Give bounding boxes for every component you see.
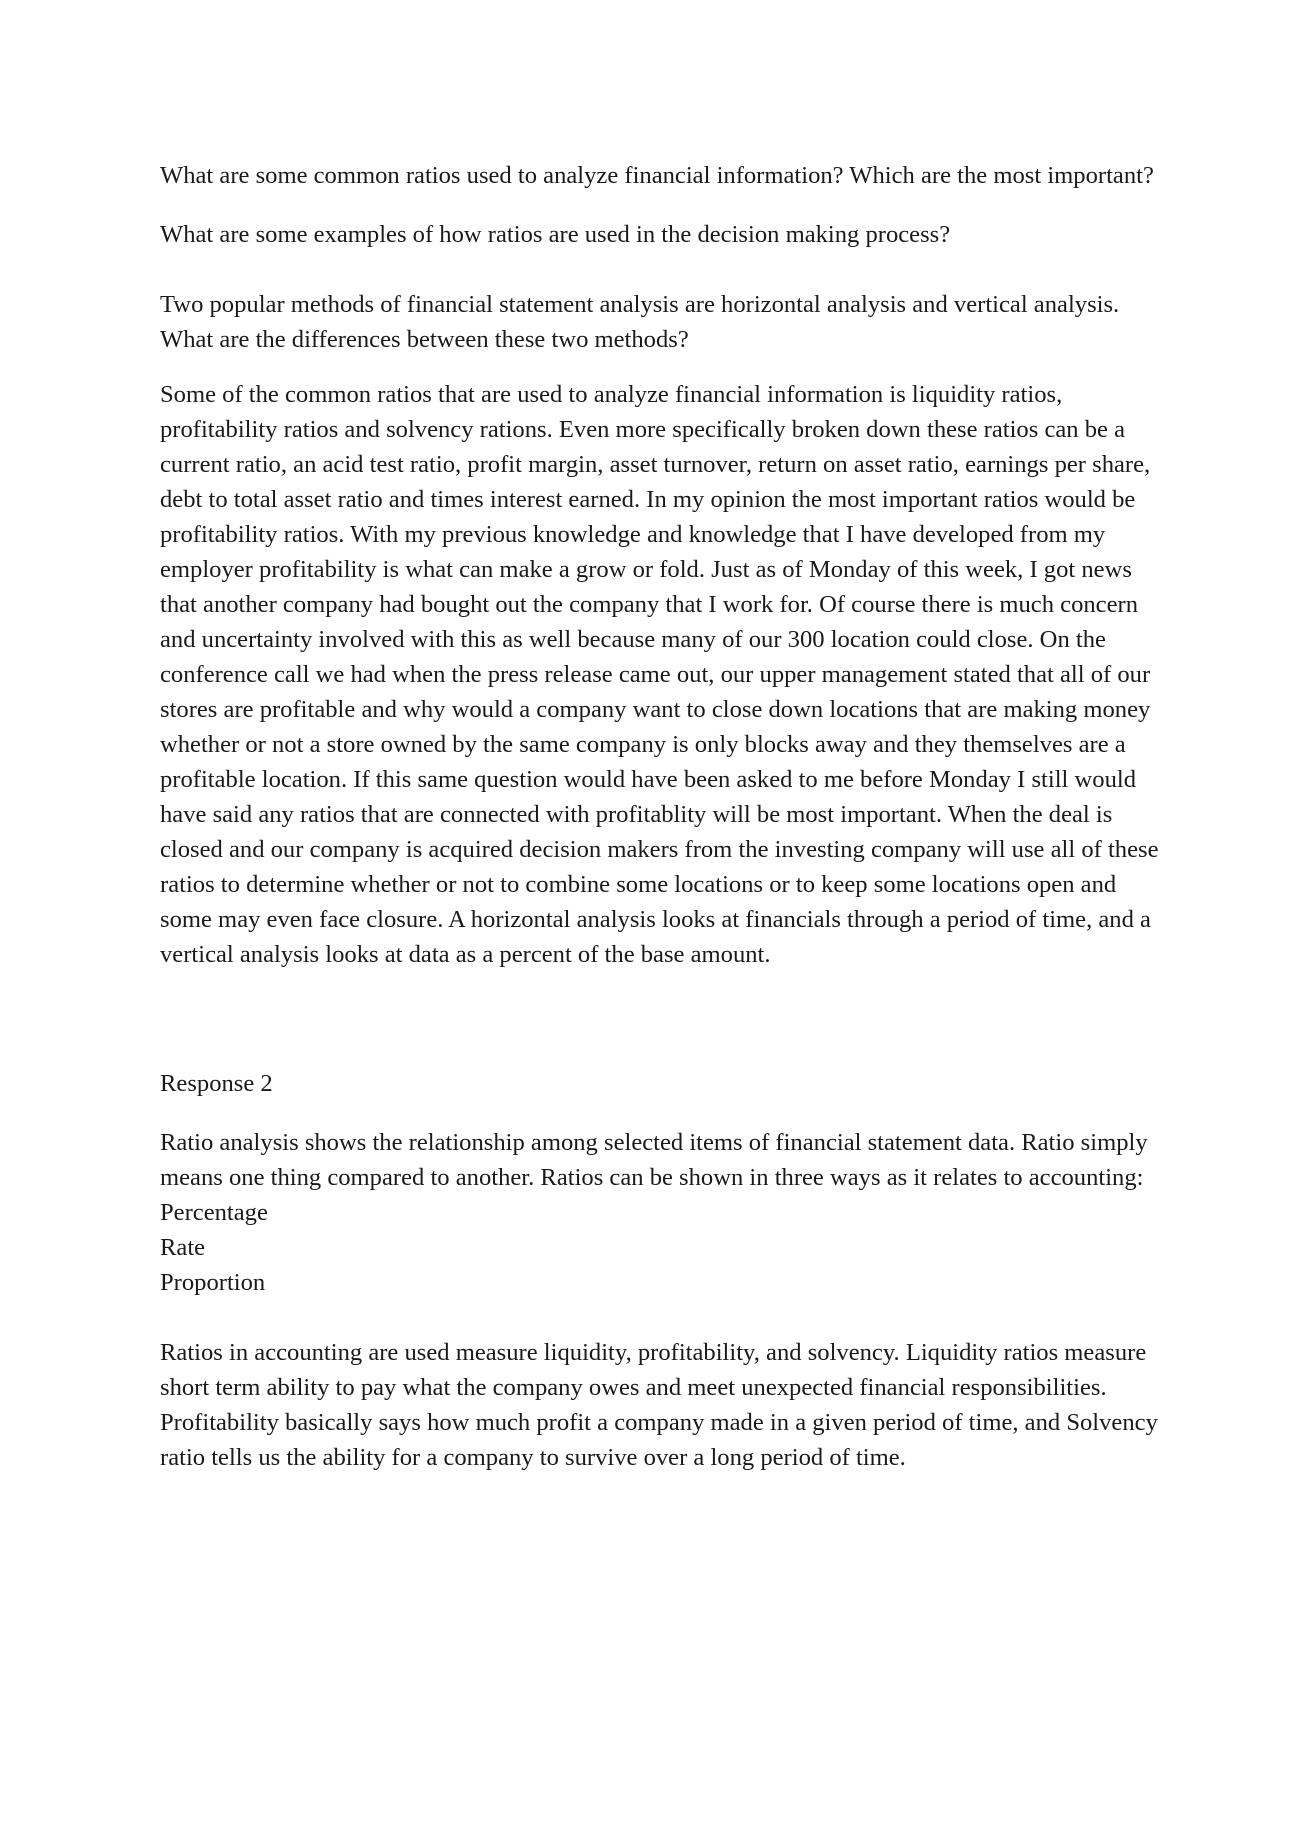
ratio-forms-list	[160, 1195, 1160, 1300]
list-item: Proportion	[160, 1269, 266, 1296]
document-body	[160, 158, 1160, 1475]
response-1-paragraph: Some of the common ratios that are used to analyze financial information is liquidity ratios, profitability ratios and solvency rations. Even more specifically broken down these ratios can be a current ratio, an acid test ratio, profit margin, asset turnover, return on asset ratio, earnings per share, debt to total asset ratio and times interest earned. In my opinion the most important ratios would be profitability ratios. With my previous knowledge and knowledge that I have developed from my employer profitability is what can make a grow or fold. Just as of Monday of this week, I got news that another company had bought out the company that I work for. Of course there is much concern and uncertainty involved with this as well because many of our 300 location could close. On the conference call we had when the press release came out, our upper management stated that all of our stores are profitable and why would a company want to close down locations that are making money whether or not a store owned by the same company is only blocks away and they themselves are a profitable location. If this same question would have been asked to me before Monday I still would have said any ratios that are connected with profitablity will be most important. When the deal is closed and our company is acquired decision makers from the investing company will use all of these ratios to determine whether or not to combine some locations or to keep some locations open and some may even face closure. A horizontal analysis looks at financials through a period of time, and a vertical analysis looks at data as a percent of the base amount.	[160, 381, 1159, 968]
response-2-intro: Ratio analysis shows the relationship among selected items of financial statement data. Ratio simply means one thing compared to another. Ratios can be shown in three ways as it relates to accounting:	[160, 1129, 1148, 1191]
question-3: Two popular methods of financial statement analysis are horizontal analysis and vertical analysis. What are the differences between these two methods?	[160, 291, 1120, 353]
question-2: What are some examples of how ratios are used in the decision making process?	[160, 221, 951, 248]
list-item: Percentage	[160, 1199, 268, 1226]
question-1: What are some common ratios used to analyze financial information? Which are the most important?	[160, 162, 1154, 189]
response-2-closing: Ratios in accounting are used measure liquidity, profitability, and solvency. Liquidity ratios measure short term ability to pay what the company owes and meet unexpected financial responsibilities. Profitability basically says how much profit a company made in a given period of time, and Solvency ratio tells us the ability for a company to survive over a long period of time.	[160, 1339, 1158, 1471]
list-item: Rate	[160, 1234, 206, 1261]
response-2-heading: Response 2	[160, 1070, 273, 1097]
